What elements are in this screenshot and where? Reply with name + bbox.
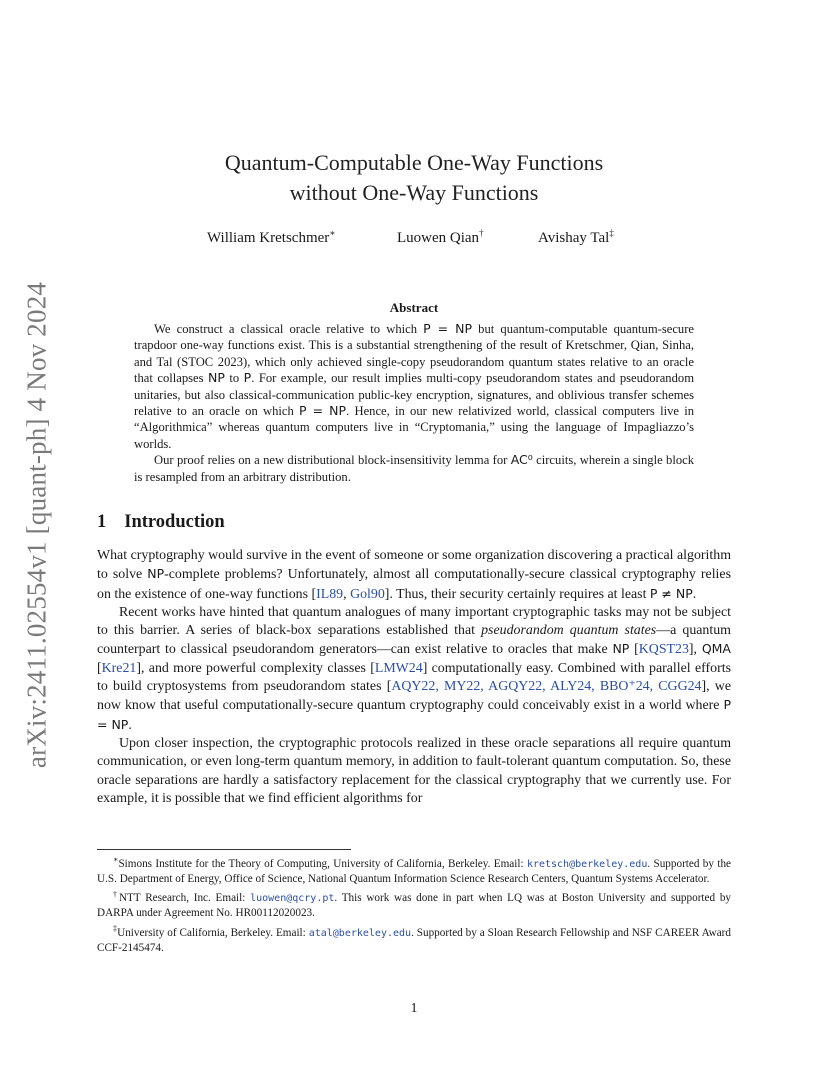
body-paragraph — [97, 604, 731, 735]
footnote-mark: † — [113, 889, 119, 899]
body-text — [97, 547, 731, 808]
text-run: [ — [629, 642, 639, 658]
text-run: . — [692, 586, 697, 602]
text-run: University of California, Berkeley. Email: — [117, 927, 309, 940]
author-3-mark: ‡ — [609, 228, 614, 238]
author-3 — [538, 228, 614, 247]
text-run: We construct a classical oracle relative to which — [154, 322, 424, 336]
text-run: circuits, wherein a single block is resampled from an arbitrary distribution. — [134, 453, 694, 484]
text-run: What cryptography would survive in the event of someone or some organization discovering a practical algorithm to solve — [97, 548, 731, 583]
citation-link[interactable]: Gol90 — [350, 586, 385, 602]
footnote-text — [97, 927, 731, 954]
text-run: . Hence, in our new relativized world, classical computers live in “Algorithmica” whereas quantum computers live in “Cryptomania,” using the language of Impagliazzo’s worlds. — [134, 404, 694, 451]
body-paragraph — [97, 735, 731, 808]
complexity-class-text: NP — [612, 641, 630, 657]
citation-link[interactable]: IL89 — [316, 586, 344, 602]
complexity-class-text: P = NP — [97, 697, 731, 732]
complexity-class-text: NP — [208, 370, 225, 386]
text-run: ], and more powerful complexity classes [ — [136, 660, 375, 676]
text-run: ], we now know that useful computationally-secure quantum cryptography could conceivably exist in a world where — [97, 679, 731, 714]
text-run: . This work was done in part when LQ was at Boston University and supported by DARPA under Agreement No. HR00112020023. — [97, 892, 732, 920]
footnote — [97, 921, 731, 956]
footnotes — [97, 852, 731, 956]
text-run: Recent works have hinted that quantum analogues of many important cryptographic tasks may not be subject to this barrier. A series of black-box separations established that — [97, 604, 731, 639]
text-run: . For example, our result implies multi-copy pseudorandom states and pseudorandom unitaries, but also classical-communication public-key encryption, signatures, and oblivious transfer schemes relative to an oracle on which — [134, 371, 694, 419]
text-run: —a quantum counterpart to classical pseudorandom generators—can exist relative to oracles that make — [97, 623, 731, 658]
text-run: Our proof relies on a new distributional block-insensitivity lemma for — [154, 453, 511, 468]
citation-link[interactable]: LMW24 — [374, 660, 423, 676]
title-line-1: Quantum-Computable One-Way Functions — [224, 150, 604, 175]
section-number: 1 — [97, 512, 107, 532]
author-1 — [207, 228, 335, 247]
text-run: [ — [97, 660, 102, 676]
text-run: Upon closer inspection, the cryptographic protocols realized in these oracle separations all require quantum communication, or even long-term quantum memory, in addition to fault-tolerant quantum computation. So, these oracle separations are hardly a satisfactory replacement for the classical cryptography that we currently use. For example, it is possible that we find efficient algorithms for — [97, 735, 731, 806]
footnote — [97, 887, 731, 922]
text-run: to — [224, 371, 244, 386]
footnote-mark: ‡ — [113, 924, 118, 934]
complexity-class-text: P — [243, 370, 252, 386]
text-run: NTT Research, Inc. Email: — [118, 892, 251, 905]
complexity-class-text: QMA — [701, 641, 731, 657]
email-link[interactable]: kretsch@berkeley.edu — [526, 858, 648, 870]
title-line-2: without One-Way Functions — [289, 180, 539, 205]
email-link[interactable]: luowen@qcry.pt — [250, 893, 335, 905]
complexity-class-text: P = NP — [423, 321, 473, 336]
citation-link[interactable]: KQST23 — [638, 642, 689, 658]
text-run: but quantum-computable quantum-secure trapdoor one-way functions exist. This is a substantial strengthening of the result of Kretschmer, Qian, Sinha, and Tal (STOC 2023), which only achieved single-copy pseudorandom quantum states relative to an oracle that collapses — [134, 322, 694, 386]
text-run: , — [343, 586, 351, 602]
text-run: . Supported by a Sloan Research Fellowship and NSF CAREER Award CCF-2145474. — [97, 927, 731, 955]
arxiv-identifier-stamp — [14, 275, 60, 775]
text-run: ] computationally easy. Combined with parallel efforts to build cryptosystems from pseudorandom states [ — [97, 660, 731, 695]
text-run: ], — [688, 642, 702, 658]
abstract-paragraph — [134, 452, 694, 485]
author-3-name: Avishay Tal — [538, 230, 610, 246]
author-2-name: Luowen Qian — [397, 230, 480, 246]
text-run: . — [128, 717, 132, 733]
footnote-text — [97, 889, 732, 920]
email-link[interactable]: atal@berkeley.edu — [308, 928, 412, 940]
text-run: . Supported by the U.S. Department of Energy, Office of Science, National Quantum Information Science Research Centers, Quantum Systems Accelerator. — [97, 857, 731, 885]
paper-title — [0, 148, 828, 208]
footnote-mark: ∗ — [113, 855, 119, 864]
author-2-mark: † — [479, 228, 484, 238]
author-2 — [397, 228, 484, 247]
page-number: 1 — [410, 1001, 418, 1016]
text-run: Simons Institute for the Theory of Computing, University of California, Berkeley. Email: — [118, 857, 527, 870]
body-paragraph — [97, 547, 731, 604]
author-1-name: William Kretschmer — [207, 230, 330, 246]
footnote — [97, 852, 731, 887]
author-1-mark: ∗ — [329, 228, 336, 238]
text-run: ]. Thus, their security certainly requires at least — [384, 586, 650, 602]
complexity-class-text: AC⁰ — [510, 452, 533, 468]
footnote-rule — [97, 849, 351, 850]
footnote-text — [97, 858, 731, 885]
section-title: Introduction — [124, 512, 225, 532]
section-heading — [97, 512, 225, 533]
arxiv-stamp-text: arXiv:2411.02554v1 [quant-ph] 4 Nov 2024 — [21, 281, 52, 769]
complexity-class-text: P ≠ NP — [649, 585, 693, 601]
emphasis-text: pseudorandom quantum states — [481, 623, 657, 639]
author-list — [0, 228, 828, 248]
complexity-class-text: P = NP — [299, 403, 347, 419]
complexity-class-text: NP — [147, 566, 165, 582]
citation-link[interactable]: Kre21 — [101, 660, 137, 676]
abstract-paragraph — [134, 321, 694, 452]
text-run: -complete problems? Unfortunately, almost all computationally-secure classical cryptography relies on the existence of one-way functions [ — [97, 567, 731, 602]
abstract-heading: Abstract — [389, 300, 439, 315]
citation-link[interactable]: AQY22, MY22, AGQY22, ALY24, BBO⁺24, CGG24 — [391, 679, 702, 695]
abstract-body — [134, 321, 694, 485]
